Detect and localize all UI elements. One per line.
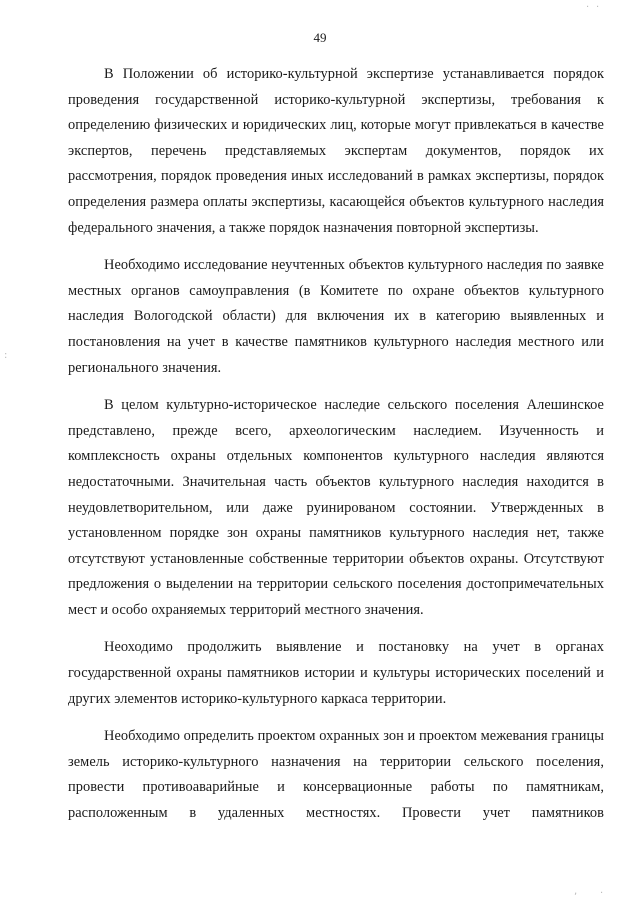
document-body — [68, 62, 604, 839]
page-number: 49 — [313, 30, 327, 45]
paragraph-heritage-state: В целом культурно-историческое наследие сельского поселения Алешинское представлено, прежде всего, археологическим наследием. Изученность и комплексность охраны отдельных компонентов культурного наследия являются недостаточными. Значительная часть объектов культурного наследия находится в неудовлетворительном, или даже руинированом состоянии. Утвержденных в установленном порядке зон охраны памятников культурного наследия нет, также отсутствуют установленные собственные территории объектов охраны. Отсутствуют предложения о выделении на территории сельского поселения достопримечательных мест и особо охраняемых территорий местного значения. — [68, 397, 604, 618]
scan-edge-mark: , — [574, 886, 578, 897]
paragraph-protection-zones: Необходимо определить проектом охранных зон и проектом межевания границы земель историко-культурного назначения на территории сельского поселения, провести противоаварийные и консервационные работы по памятникам, расположенным в удаленных местностях. Провести учет памятников — [68, 728, 604, 822]
paragraph-continue-identification: Неоходимо продолжить выявление и постановку на учет в органах государственной охраны памятников истории и культуры исторических поселений и других элементов историко-культурного каркаса территории. — [68, 639, 604, 707]
paragraph-unregistered-objects: Необходимо исследование неучтенных объектов культурного наследия по заявке местных органов самоуправления (в Комитете по охране объектов культурного наследия Вологодской области) для включения их в категорию выявленных и постановления на учет в качестве памятников культурного наследия местного или регионального значения. — [68, 257, 604, 376]
paragraph-expertise-regulation: В Положении об историко-культурной экспертизе устанавливается порядок проведения государственной историко-культурной экспертизы, требования к определению физических и юридических лиц, которые могут привлекаться в качестве экспертов, перечень представляемых экспертам документов, порядок их рассмотрения, порядок проведения иных исследований в рамках экспертизы, порядок определения размера оплаты экспертизы, касающейся объектов культурного наследия федерального значения, а также порядок назначения повторной экспертизы. — [68, 66, 604, 236]
scan-edge-mark: · — [586, 2, 590, 13]
scan-edge-mark: · — [596, 2, 600, 13]
scan-edge-mark: : — [4, 350, 8, 361]
scan-edge-mark: · — [600, 888, 604, 899]
